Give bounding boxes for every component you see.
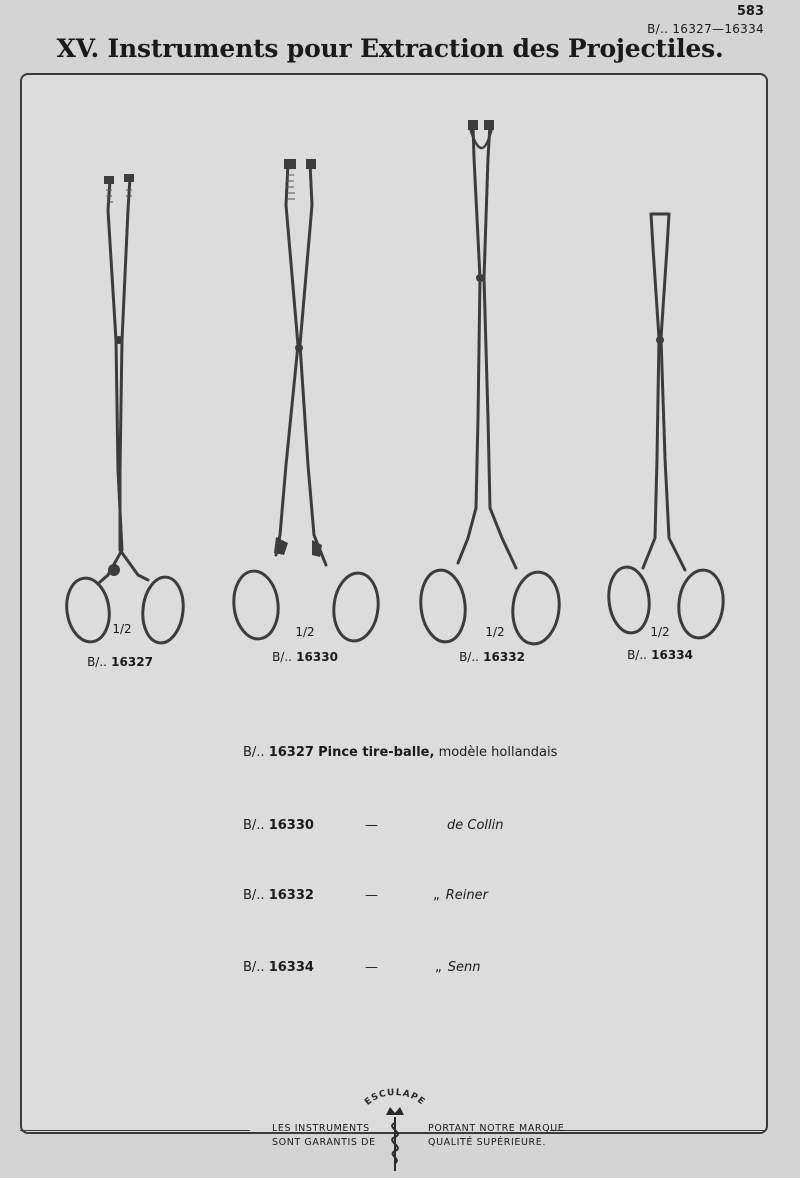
row-variant xyxy=(435,960,480,975)
scale-label-16330: 1/2 xyxy=(295,625,315,639)
row-prefix: B/.. xyxy=(243,745,265,760)
ref-prefix: B/.. xyxy=(272,650,292,664)
catalog-label-16334 xyxy=(600,648,720,662)
ref-number: 16334 xyxy=(651,648,693,662)
ref-number: 16327 xyxy=(111,655,153,669)
scale-label-16332: 1/2 xyxy=(485,625,505,639)
row-variant-name: Reiner xyxy=(445,888,488,903)
catalog-row-16327 xyxy=(243,745,643,760)
footer-rule-right xyxy=(550,1130,764,1131)
row-dash: — xyxy=(365,818,378,833)
row-variant xyxy=(433,888,488,903)
ref-number: 16332 xyxy=(483,650,525,664)
row-number: 16332 xyxy=(268,888,314,903)
catalog-row-16330 xyxy=(243,818,643,833)
catalog-label-16330 xyxy=(245,650,365,664)
row-model: modèle hollandais xyxy=(438,745,558,760)
row-number: 16327 xyxy=(268,745,314,760)
row-variant-name: Senn xyxy=(447,960,481,975)
row-prefix: B/.. xyxy=(243,960,265,975)
row-prefix: B/.. xyxy=(243,818,265,833)
catalog-row-16334 xyxy=(243,960,643,975)
row-prefix: B/.. xyxy=(243,888,265,903)
ref-prefix: B/.. xyxy=(459,650,479,664)
catalog-label-16332 xyxy=(432,650,552,664)
row-dash: — xyxy=(365,960,378,975)
catalog-row-16332 xyxy=(243,888,643,903)
forceps-16334-illustration xyxy=(603,208,733,648)
footer-right-line2: QUALITÉ SUPÉRIEURE. xyxy=(428,1137,546,1148)
row-ditto: „ xyxy=(433,888,440,903)
scale-label-16327: 1/2 xyxy=(112,622,132,636)
ref-prefix: B/.. xyxy=(87,655,107,669)
scale-label-16334: 1/2 xyxy=(650,625,670,639)
row-ditto: „ xyxy=(435,960,442,975)
footer-left-line1: LES INSTRUMENTS xyxy=(272,1123,370,1134)
ref-prefix: B/.. xyxy=(627,648,647,662)
row-number: 16330 xyxy=(268,818,314,833)
page-number: 583 xyxy=(736,4,764,19)
forceps-16330-illustration xyxy=(228,155,383,650)
logo-brand-text: ESCULAPE xyxy=(363,1087,427,1108)
footer-right-line1: PORTANT NOTRE MARQUE xyxy=(428,1123,565,1134)
row-variant-name: de Collin xyxy=(447,818,504,833)
footer xyxy=(20,1085,764,1175)
footer-left-line2: SONT GARANTIS DE xyxy=(272,1137,376,1148)
svg-text:ESCULAPE xyxy=(363,1088,427,1108)
forceps-16327-illustration xyxy=(60,170,190,645)
row-name: Pince tire-balle, xyxy=(318,745,435,760)
ref-number: 16330 xyxy=(296,650,338,664)
page-title: XV. Instruments pour Extraction des Projectiles. xyxy=(56,34,724,63)
forceps-16332-illustration xyxy=(418,118,568,648)
footer-rule-left xyxy=(20,1130,250,1131)
row-variant xyxy=(441,818,504,833)
row-dash: — xyxy=(365,888,378,903)
catalog-label-16327 xyxy=(60,655,180,669)
row-number: 16334 xyxy=(268,960,314,975)
reference-range: B/.. 16327—16334 xyxy=(647,22,764,36)
